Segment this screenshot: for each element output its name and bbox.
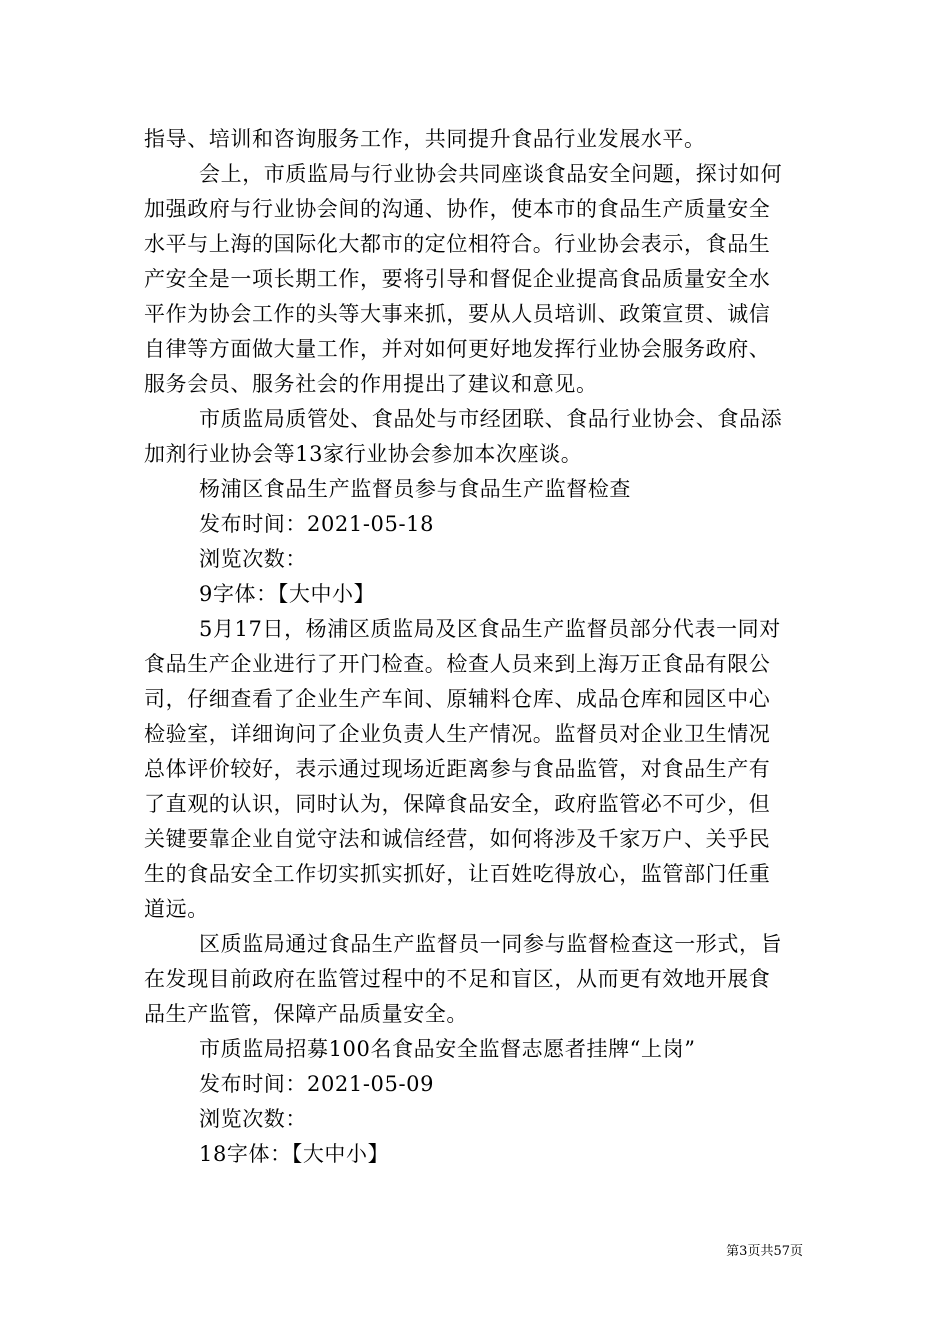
text-line: 平作为协会工作的头等大事来抓，要从人员培训、政策宣贯、诚信 xyxy=(144,302,771,326)
text-line: 服务会员、服务社会的作用提出了建议和意见。 xyxy=(144,372,598,396)
text-line: 水平与上海的国际化大都市的定位相符合。行业协会表示，食品生 xyxy=(144,232,771,256)
text-line: 区质监局通过食品生产监督员一同参与监督检查这一形式，旨 xyxy=(199,932,783,956)
text-line: 自律等方面做大量工作，并对如何更好地发挥行业协会服务政府、 xyxy=(144,337,771,361)
text-line: 检验室，详细询问了企业负责人生产情况。监督员对企业卫生情况 xyxy=(144,722,771,746)
text-line: 在发现目前政府在监管过程中的不足和盲区，从而更有效地开展食 xyxy=(144,967,771,991)
text-line: 道远。 xyxy=(144,897,209,921)
view-count: 浏览次数： xyxy=(199,1107,307,1131)
text-line: 关键要靠企业自觉守法和诚信经营，如何将涉及千家万户、关乎民 xyxy=(144,827,771,851)
text-line: 加强政府与行业协会间的沟通、协作，使本市的食品生产质量安全 xyxy=(144,197,771,221)
font-size-options: 9字体：【大中小】 xyxy=(199,582,376,606)
text-line: 品生产监管，保障产品质量安全。 xyxy=(144,1002,468,1026)
text-line: 司，仔细查看了企业生产车间、原辅料仓库、成品仓库和园区中心 xyxy=(144,687,771,711)
publish-time: 发布时间：2021-05-18 xyxy=(199,512,435,536)
text-line: 市质监局质管处、食品处与市经团联、食品行业协会、食品添 xyxy=(199,407,783,431)
text-line: 会上，市质监局与行业协会共同座谈食品安全问题，探讨如何 xyxy=(199,162,783,186)
view-count: 浏览次数： xyxy=(199,547,307,571)
text-line: 总体评价较好，表示通过现场近距离参与食品监管，对食品生产有 xyxy=(144,757,771,781)
text-line: 产安全是一项长期工作，要将引导和督促企业提高食品质量安全水 xyxy=(144,267,771,291)
text-line: 了直观的认识，同时认为，保障食品安全，政府监管必不可少，但 xyxy=(144,792,771,816)
document-body xyxy=(144,122,804,1172)
text-line: 生的食品安全工作切实抓实抓好，让百姓吃得放心，监管部门任重 xyxy=(144,862,771,886)
text-line: 指导、培训和咨询服务工作，共同提升食品行业发展水平。 xyxy=(144,127,706,151)
font-size-options: 18字体：【大中小】 xyxy=(199,1142,390,1166)
text-line: 5月17日，杨浦区质监局及区食品生产监督员部分代表一同对 xyxy=(199,617,781,641)
text-line: 加剂行业协会等13家行业协会参加本次座谈。 xyxy=(144,442,583,466)
publish-time: 发布时间：2021-05-09 xyxy=(199,1072,435,1096)
text-line: 食品生产企业进行了开门检查。检查人员来到上海万正食品有限公 xyxy=(144,652,771,676)
article-title: 杨浦区食品生产监督员参与食品生产监督检查 xyxy=(199,477,631,501)
article-title: 市质监局招募100名食品安全监督志愿者挂牌“上岗” xyxy=(199,1037,696,1061)
page-number: 第3页共57页 xyxy=(726,1244,803,1259)
